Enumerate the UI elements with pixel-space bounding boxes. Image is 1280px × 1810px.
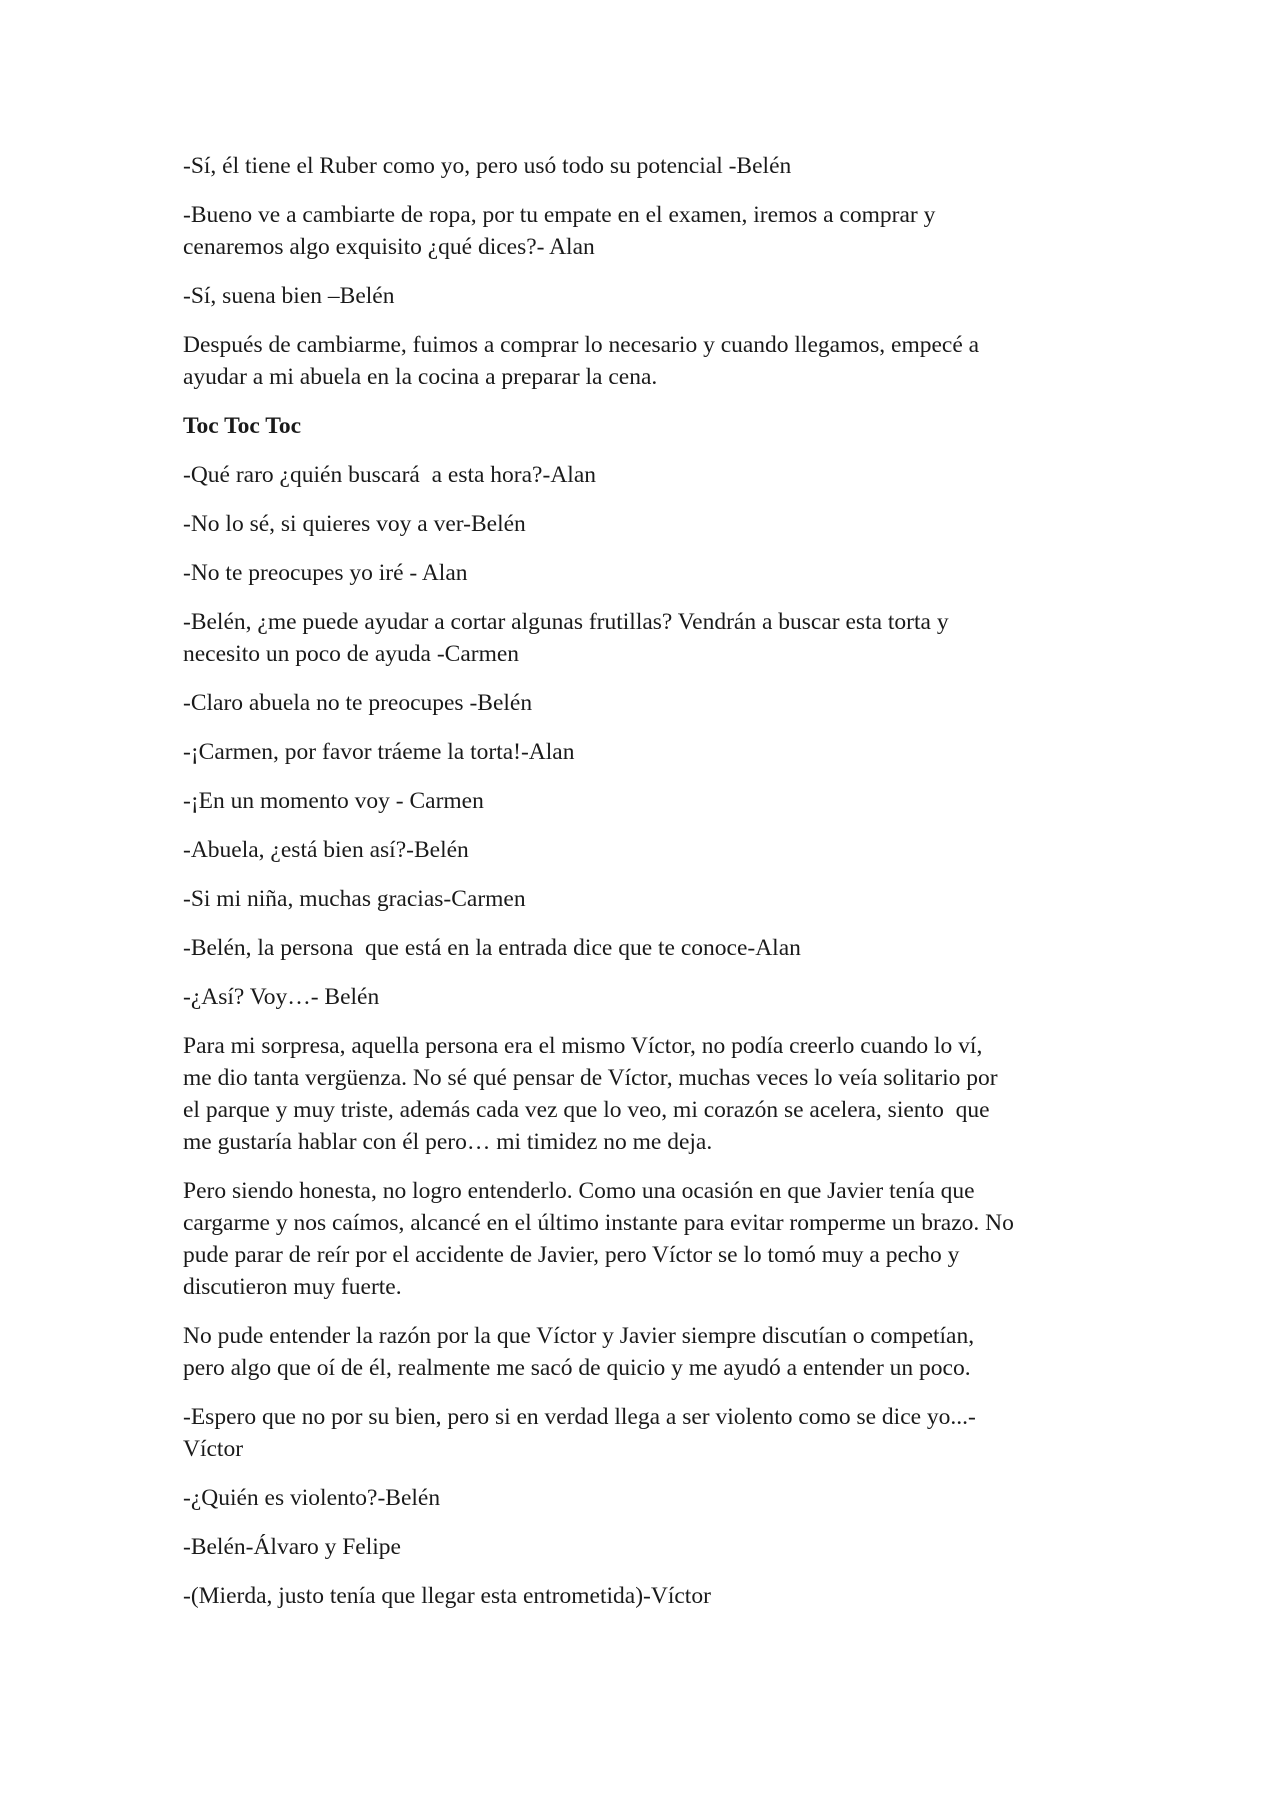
paragraph: -Belén-Álvaro y Felipe [183,1534,401,1560]
paragraph: -No te preocupes yo iré - Alan [183,560,468,586]
paragraph: -Abuela, ¿está bien así?-Belén [183,837,469,863]
paragraph: -(Mierda, justo tenía que llegar esta entrometida)-Víctor [183,1583,711,1609]
paragraph: -¡En un momento voy - Carmen [183,788,484,814]
paragraph: -No lo sé, si quieres voy a ver-Belén [183,511,526,537]
paragraph: -Qué raro ¿quién buscará a esta hora?-Alan [183,462,596,488]
paragraph: Para mi sorpresa, aquella persona era el mismo Víctor, no podía creerlo cuando lo ví, me dio tanta vergüenza. No sé qué pensar de Víctor, muchas veces lo veía solitario por el parque y muy triste, además cada vez que lo veo, mi corazón se acelera, siento que me gustaría hablar con él pero… mi timidez no me deja. [183,1033,998,1155]
sound-effect-heading: Toc Toc Toc [183,413,301,439]
paragraph: -Claro abuela no te preocupes -Belén [183,690,533,716]
paragraph: -Sí, él tiene el Ruber como yo, pero usó todo su potencial -Belén [183,153,792,179]
paragraph: No pude entender la razón por la que Víctor y Javier siempre discutían o competían, pero algo que oí de él, realmente me sacó de quicio y me ayudó a entender un poco. [183,1323,975,1381]
paragraph: -¿Así? Voy…- Belén [183,984,380,1010]
document-page [183,150,1118,1629]
paragraph: -Espero que no por su bien, pero si en verdad llega a ser violento como se dice yo...- Víctor [183,1404,976,1462]
paragraph: Después de cambiarme, fuimos a comprar lo necesario y cuando llegamos, empecé a ayudar a mi abuela en la cocina a preparar la cena. [183,332,980,390]
paragraph: -Sí, suena bien –Belén [183,283,395,309]
paragraph: -¡Carmen, por favor tráeme la torta!-Alan [183,739,575,765]
paragraph: -Bueno ve a cambiarte de ropa, por tu empate en el examen, iremos a comprar y cenaremos algo exquisito ¿qué dices?- Alan [183,202,936,260]
paragraph: -Belén, la persona que está en la entrada dice que te conoce-Alan [183,935,801,961]
paragraph: Pero siendo honesta, no logro entenderlo. Como una ocasión en que Javier tenía que cargarme y nos caímos, alcancé en el último instante para evitar romperme un brazo. No pude parar de reír por el accidente de Javier, pero Víctor se lo tomó muy a pecho y discutieron muy fuerte. [183,1178,1014,1300]
paragraph: -¿Quién es violento?-Belén [183,1485,441,1511]
paragraph: -Si mi niña, muchas gracias-Carmen [183,886,526,912]
paragraph: -Belén, ¿me puede ayudar a cortar algunas frutillas? Vendrán a buscar esta torta y necesito un poco de ayuda -Carmen [183,609,949,667]
